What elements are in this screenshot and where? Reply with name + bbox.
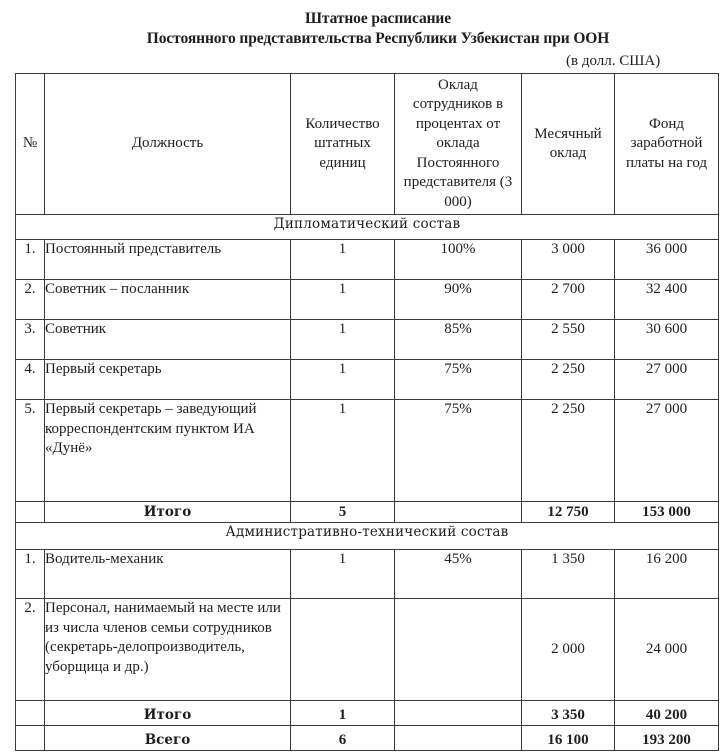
section-title: Административно-технический состав: [16, 523, 719, 550]
table-header-row: [16, 74, 719, 215]
row-monthly: 3 000: [522, 240, 615, 280]
row-num: 5.: [16, 400, 45, 502]
section-title: Дипломатический состав: [16, 215, 719, 240]
section-row-diplomatic: [16, 215, 719, 240]
row-num: 1.: [16, 550, 45, 599]
header-position: Должность: [45, 74, 291, 215]
row-annual: 27 000: [615, 360, 719, 400]
total-num-empty: [16, 502, 45, 523]
table-row: [16, 240, 719, 280]
row-annual: 16 200: [615, 550, 719, 599]
row-monthly: 2 000: [522, 599, 615, 701]
row-quantity: 1: [291, 550, 395, 599]
row-annual: 36 000: [615, 240, 719, 280]
row-quantity: 1: [291, 280, 395, 320]
table-row: [16, 280, 719, 320]
row-num: 1.: [16, 240, 45, 280]
header-quantity: Количество штатных единиц: [291, 74, 395, 215]
row-annual: 30 600: [615, 320, 719, 360]
total-label: Итого: [45, 502, 291, 523]
row-monthly: 1 350: [522, 550, 615, 599]
row-position: Водитель-механик: [45, 550, 291, 599]
row-position: Советник: [45, 320, 291, 360]
subtotal-row-administrative: [16, 701, 719, 726]
total-monthly: 12 750: [522, 502, 615, 523]
total-percent: [395, 502, 522, 523]
grand-total-quantity: 6: [291, 726, 395, 751]
header-percent: Оклад сотрудников в процентах от оклада Постоянного представителя (3 000): [395, 74, 522, 215]
grand-total-monthly: 16 100: [522, 726, 615, 751]
row-percent: 45%: [395, 550, 522, 599]
grand-total-row: [16, 726, 719, 751]
total-label: Итого: [45, 701, 291, 726]
row-position: Персонал, нанимаемый на месте или из числа членов семьи сотрудников (секретарь-делопроизводитель, уборщица и др.): [45, 599, 291, 701]
row-quantity: 1: [291, 320, 395, 360]
total-num-empty: [16, 701, 45, 726]
row-percent: 75%: [395, 400, 522, 502]
grand-total-label: Всего: [45, 726, 291, 751]
row-quantity: 1: [291, 360, 395, 400]
table-row: [16, 320, 719, 360]
table-row: [16, 360, 719, 400]
row-quantity: 1: [291, 240, 395, 280]
table-row: [16, 400, 719, 502]
grand-total-num-empty: [16, 726, 45, 751]
row-monthly: 2 250: [522, 400, 615, 502]
row-percent: 90%: [395, 280, 522, 320]
row-quantity: 1: [291, 400, 395, 502]
row-quantity: [291, 599, 395, 701]
total-monthly: 3 350: [522, 701, 615, 726]
staff-schedule-table: [15, 73, 719, 751]
subtotal-row-diplomatic: [16, 502, 719, 523]
total-annual: 40 200: [615, 701, 719, 726]
row-num: 2.: [16, 280, 45, 320]
header-annual: Фонд заработной платы на год: [615, 74, 719, 215]
document-title: Штатное расписание: [304, 10, 452, 27]
row-num: 2.: [16, 599, 45, 701]
header-monthly: Месячный оклад: [522, 74, 615, 215]
row-annual: 24 000: [615, 599, 719, 701]
table-row: [16, 599, 719, 701]
total-annual: 153 000: [615, 502, 719, 523]
row-annual: 32 400: [615, 280, 719, 320]
row-monthly: 2 700: [522, 280, 615, 320]
table-row: [16, 550, 719, 599]
document-subtitle: Постоянного представительства Республики Узбекистан при ООН: [146, 30, 610, 47]
header-num: №: [16, 74, 45, 215]
section-row-administrative: [16, 523, 719, 550]
row-percent: 100%: [395, 240, 522, 280]
row-position: Первый секретарь: [45, 360, 291, 400]
row-percent: 85%: [395, 320, 522, 360]
row-num: 4.: [16, 360, 45, 400]
row-num: 3.: [16, 320, 45, 360]
grand-total-percent: [395, 726, 522, 751]
total-percent: [395, 701, 522, 726]
row-annual: 27 000: [615, 400, 719, 502]
total-quantity: 5: [291, 502, 395, 523]
row-percent: 75%: [395, 360, 522, 400]
grand-total-annual: 193 200: [615, 726, 719, 751]
total-quantity: 1: [291, 701, 395, 726]
row-position: Постоянный представитель: [45, 240, 291, 280]
row-monthly: 2 250: [522, 360, 615, 400]
row-monthly: 2 550: [522, 320, 615, 360]
currency-note: (в долл. США): [566, 53, 661, 69]
row-position: Советник – посланник: [45, 280, 291, 320]
row-percent: [395, 599, 522, 701]
row-position: Первый секретарь – заведующий корреспондентским пунктом ИА «Дунё»: [45, 400, 291, 502]
